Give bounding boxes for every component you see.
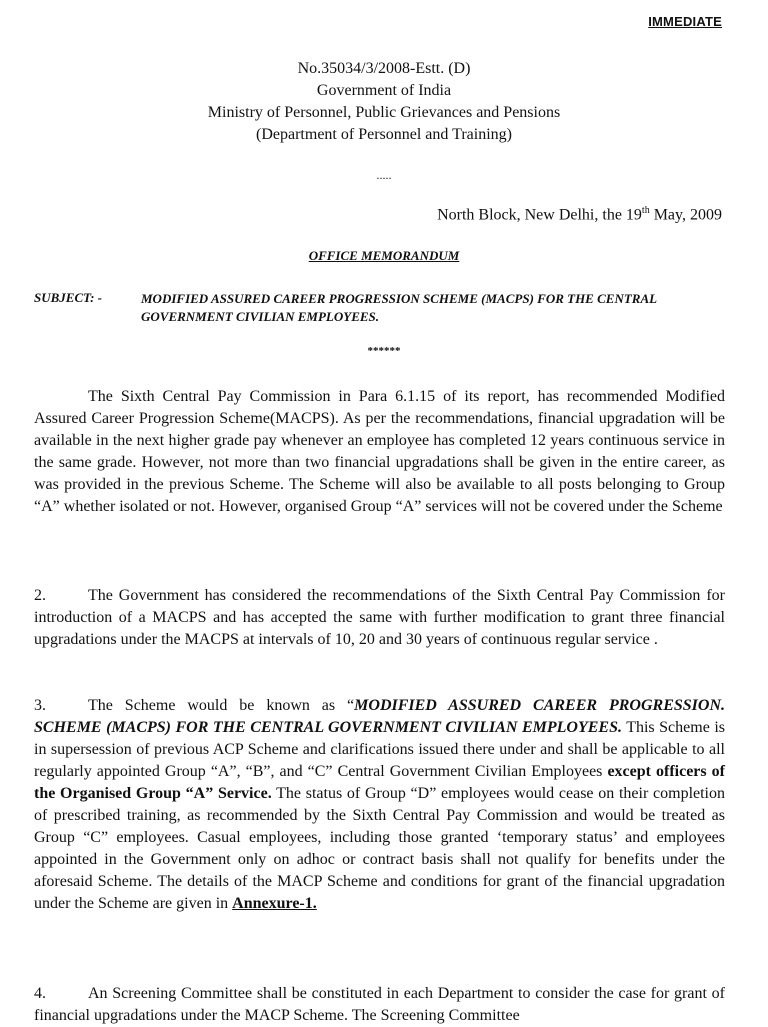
paragraph-4-number: 4. xyxy=(34,985,46,1002)
stars-separator: ****** xyxy=(367,345,401,357)
paragraph-4-text: An Screening Committee shall be constituted in each Department to consider the case for grant of financial upgradations under the MACP Scheme. The Screening Committee xyxy=(34,985,725,1024)
annexure-reference: Annexure-1. xyxy=(232,895,317,912)
paragraph-3-lead: The Scheme would be known as “ xyxy=(88,697,355,714)
immediate-label: IMMEDIATE xyxy=(648,14,722,29)
ministry-name: Ministry of Personnel, Public Grievances and Pensions xyxy=(207,104,561,121)
paragraph-3-number: 3. xyxy=(34,697,46,714)
paragraph-3 xyxy=(34,695,725,915)
paragraph-2 xyxy=(34,585,725,651)
paragraph-4 xyxy=(34,983,725,1027)
exception-clause: except officers of the Organised Group “A” Service. xyxy=(34,763,725,802)
scheme-name: MODIFIED ASSURED CAREER PROGRESSION. SCHEME (MACPS) FOR THE CENTRAL GOVERNMENT CIVILIAN EMPLOYEES. xyxy=(34,697,726,736)
office-memorandum-title: OFFICE MEMORANDUM xyxy=(308,248,460,263)
dateline xyxy=(437,205,722,224)
document-header xyxy=(0,58,768,146)
paragraph-3-mid1: This Scheme is in supersession of previous ACP Scheme and clarifications issued there under and shall be applicable to all regularly appointed Group “A”, “B”, and “C” Central Government Civilian Employees xyxy=(34,719,725,780)
subject-text: MODIFIED ASSURED CAREER PROGRESSION SCHEME (MACPS) FOR THE CENTRAL GOVERNMENT CIVILIAN EMPLOYEES. xyxy=(141,291,657,324)
dateline-superscript: th xyxy=(641,205,650,216)
department-name: (Department of Personnel and Training) xyxy=(256,126,512,143)
dateline-suffix: May, 2009 xyxy=(649,206,722,224)
memo-number: No.35034/3/2008-Estt. (D) xyxy=(297,60,471,77)
paragraph-3-mid2: The status of Group “D” employees would cease on their completion of prescribed training, as recommended by the Sixth Central Pay Commission and would be treated as Group “C” employees. Casual employees, including those granted ‘temporary status’ and employees appointed in the Government only on adhoc or contract basis shall not qualify for benefits under the aforesaid Scheme. The details of the MACP Scheme and conditions for grant of the financial upgradation under the Scheme are given in xyxy=(34,785,726,912)
separator-dots: ..... xyxy=(376,168,392,182)
dateline-prefix: North Block, New Delhi, the 19 xyxy=(437,206,642,224)
paragraph-1 xyxy=(34,386,725,518)
government-name: Government of India xyxy=(316,82,452,99)
paragraph-2-text: The Government has considered the recommendations of the Sixth Central Pay Commission for introduction of a MACPS and has accepted the same with further modification to grant three financial upgradations under the MACPS at intervals of 10, 20 and 30 years of continuous regular service . xyxy=(34,587,725,648)
paragraph-1-text: The Sixth Central Pay Commission in Para 6.1.15 of its report, has recommended Modified Assured Career Progression Scheme(MACPS). As per the recommendations, financial upgradation will be available in the next higher grade pay whenever an employee has completed 12 years continuous service in the same grade. However, not more than two financial upgradations shall be given in the entire career, as was provided in the previous Scheme. The Scheme will also be available to all posts belonging to Group “A” whether isolated or not. However, organised Group “A” services will not be covered under the Scheme xyxy=(34,388,725,515)
subject-label: SUBJECT: - xyxy=(34,290,103,305)
paragraph-2-number: 2. xyxy=(34,587,46,604)
